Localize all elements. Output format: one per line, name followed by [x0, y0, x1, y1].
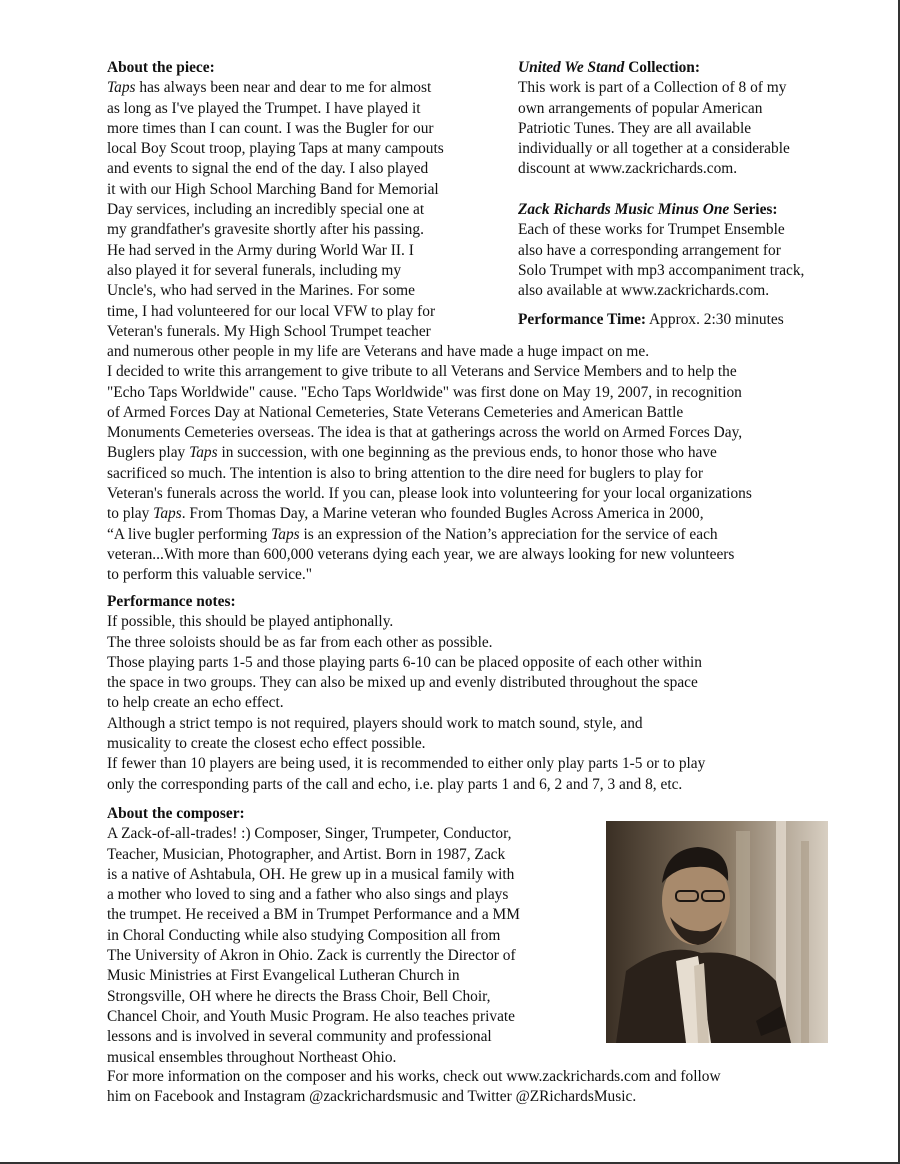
about-piece-line	[107, 464, 877, 484]
italic-title: Taps	[189, 444, 218, 462]
performance-notes-section	[107, 592, 877, 795]
text-run: and numerous other people in my life are Veterans and have made a huge impact on me.	[107, 343, 650, 360]
text-run: also played it for several funerals, including my	[107, 261, 402, 279]
about-piece-line	[107, 200, 502, 220]
text-run: more times than I can count. I was the Bugler for our	[107, 119, 434, 137]
composer-bio-line: a mother who loved to sing and a father who also sings and plays	[107, 886, 509, 904]
about-piece-line	[107, 443, 877, 463]
text-run: as long as I've played the Trumpet. I have played it	[107, 99, 421, 117]
performance-note-line: Those playing parts 1-5 and those playing parts 6-10 can be placed opposite of each other within	[107, 653, 702, 671]
about-piece-line	[107, 565, 877, 585]
about-piece-line	[107, 180, 502, 200]
series-title: Zack Richards Music Minus One	[518, 201, 730, 219]
text-run: "Echo Taps Worldwide" cause. "Echo Taps Worldwide" was first done on May 19, 2007, in recognition	[107, 383, 742, 401]
composer-photo	[606, 821, 828, 1043]
performance-note-line: the space in two groups. They can also be mixed up and evenly distributed throughout the space	[107, 674, 698, 692]
text-run: Uncle's, who had served in the Marines. For some	[107, 282, 415, 300]
about-piece-line	[107, 281, 502, 301]
text-run: Day services, including an incredibly special one at	[107, 201, 425, 219]
performance-note-line: If possible, this should be played antiphonally.	[107, 613, 394, 631]
performance-time-label: Performance Time:	[518, 310, 647, 328]
series-text	[518, 220, 863, 301]
composer-bio-line: Chancel Choir, and Youth Music Program. He also teaches private	[107, 1007, 516, 1025]
performance-note-line: The three soloists should be as far from each other as possible.	[107, 633, 493, 651]
text-run: to play	[107, 505, 154, 523]
collection-line: This work is part of a Collection of 8 of my	[518, 79, 787, 97]
performance-note-line: If fewer than 10 players are being used, it is recommended to either only play parts 1-5 or to play	[107, 755, 706, 773]
text-run: local Boy Scout troop, playing Taps at many campouts	[107, 140, 444, 158]
performance-notes-heading: Performance notes:	[107, 593, 236, 610]
about-piece-line	[107, 423, 877, 443]
collection-line: discount at www.zackrichards.com.	[518, 160, 738, 178]
composer-info-line: For more information on the composer and his works, check out www.zackrichards.com and follow	[107, 1068, 721, 1085]
about-piece-line	[107, 362, 877, 382]
composer-info-line: him on Facebook and Instagram @zackrichardsmusic and Twitter @ZRichardsMusic.	[107, 1088, 637, 1106]
composer-bio-line: Teacher, Musician, Photographer, and Artist. Born in 1987, Zack	[107, 845, 506, 863]
text-run: Veteran's funerals. My High School Trumpet teacher	[107, 322, 431, 340]
performance-note-line: musicality to create the closest echo effect possible.	[107, 735, 426, 753]
composer-section	[107, 804, 597, 1068]
performance-time-value: Approx. 2:30 minutes	[646, 310, 784, 328]
text-run: “A live bugler performing	[107, 525, 272, 543]
about-piece-line	[107, 545, 877, 565]
text-run: . From Thomas Day, a Marine veteran who founded Bugles Across America in 2000,	[181, 505, 704, 523]
series-line: also have a corresponding arrangement for	[518, 241, 781, 259]
composer-bio	[107, 824, 597, 1068]
series-line: also available at www.zackrichards.com.	[518, 282, 770, 300]
about-piece-column-lines	[107, 78, 502, 342]
performance-time	[518, 310, 863, 330]
about-piece-line	[107, 78, 502, 98]
about-piece-line	[107, 342, 877, 362]
text-run: Monuments Cemeteries overseas. The idea is that at gatherings across the world on Armed Forces Day,	[107, 424, 743, 442]
text-run: I decided to write this arrangement to give tribute to all Veterans and Service Members and to help the	[107, 363, 737, 381]
composer-bio-line: Music Ministries at First Evangelical Lutheran Church in	[107, 967, 460, 985]
about-piece-line	[107, 302, 502, 322]
composer-more-info	[107, 1067, 877, 1108]
text-run: veteran...With more than 600,000 veterans dying each year, we are always looking for new volunteers	[107, 545, 735, 563]
about-piece-line	[107, 119, 502, 139]
text-run: time, I had volunteered for our local VFW to play for	[107, 302, 436, 320]
composer-bio-line: in Choral Conducting while also studying Composition all from	[107, 926, 501, 944]
series-line: Each of these works for Trumpet Ensemble	[518, 221, 785, 239]
series-heading-suffix: Series:	[729, 201, 778, 219]
about-piece-line	[107, 504, 877, 524]
collection-line: individually or all together at a considerable	[518, 140, 790, 158]
about-piece-line	[107, 403, 877, 423]
composer-bio-line: Strongsville, OH where he directs the Brass Choir, Bell Choir,	[107, 987, 491, 1005]
collection-text	[518, 78, 863, 179]
about-piece-column	[107, 58, 502, 342]
performance-note-line: to help create an echo effect.	[107, 694, 284, 712]
text-run: in succession, with one beginning as the previous ends, to honor those who have	[217, 444, 717, 462]
composer-bio-line: The University of Akron in Ohio. Zack is currently the Director of	[107, 947, 516, 965]
italic-title: Taps	[107, 79, 136, 97]
collection-heading	[518, 58, 863, 78]
collection-heading-suffix: Collection:	[624, 59, 700, 76]
about-piece-line	[107, 241, 502, 261]
about-piece-line	[107, 322, 502, 342]
series-line: Solo Trumpet with mp3 accompaniment track,	[518, 261, 805, 279]
text-run: has always been near and dear to me for almost	[135, 79, 432, 97]
performance-note-line: Although a strict tempo is not required, players should work to match sound, style, and	[107, 714, 643, 732]
performance-note-line: only the corresponding parts of the call and echo, i.e. play parts 1 and 6, 2 and 7, 3 and 8, etc.	[107, 775, 683, 793]
performance-notes-text	[107, 612, 877, 795]
text-run: my grandfather's gravesite shortly after his passing.	[107, 221, 424, 239]
text-run: Veteran's funerals across the world. If you can, please look into volunteering for your local organizations	[107, 485, 752, 503]
collection-line: Patriotic Tunes. They are all available	[518, 119, 752, 137]
italic-title: Taps	[271, 525, 300, 543]
about-piece-continued	[107, 342, 877, 586]
text-run: of Armed Forces Day at National Cemeteries, State Veterans Cemeteries and American Battle	[107, 403, 684, 421]
composer-bio-line: lessons and is involved in several community and professional	[107, 1028, 492, 1046]
composer-heading: About the composer:	[107, 805, 245, 822]
composer-bio-line: A Zack-of-all-trades! :) Composer, Singer, Trumpeter, Conductor,	[107, 825, 512, 843]
about-piece-line	[107, 139, 502, 159]
about-piece-line	[107, 261, 502, 281]
composer-bio-line: the trumpet. He received a BM in Trumpet Performance and a MM	[107, 906, 520, 924]
right-column	[518, 58, 863, 330]
text-run: to perform this valuable service."	[107, 566, 313, 584]
composer-bio-line: is a native of Ashtabula, OH. He grew up in a musical family with	[107, 865, 515, 883]
about-piece-line	[107, 383, 877, 403]
about-piece-line	[107, 220, 502, 240]
text-run: it with our High School Marching Band for Memorial	[107, 180, 439, 198]
collection-line: own arrangements of popular American	[518, 99, 763, 117]
about-piece-line	[107, 525, 877, 545]
italic-title: Taps	[153, 505, 182, 523]
about-piece-line	[107, 484, 877, 504]
text-run: and events to signal the end of the day. I also played	[107, 160, 429, 178]
collection-title: United We Stand	[518, 59, 625, 76]
text-run: is an expression of the Nation’s appreciation for the service of each	[299, 525, 718, 543]
text-run: Buglers play	[107, 444, 190, 462]
series-heading	[518, 200, 863, 220]
composer-bio-line: musical ensembles throughout Northeast Ohio.	[107, 1048, 397, 1066]
about-piece-heading: About the piece:	[107, 59, 215, 76]
about-piece-line	[107, 159, 502, 179]
text-run: He had served in the Army during World War II. I	[107, 241, 414, 259]
text-run: sacrificed so much. The intention is also to bring attention to the dire need for buglers to play for	[107, 464, 703, 482]
about-piece-line	[107, 99, 502, 119]
